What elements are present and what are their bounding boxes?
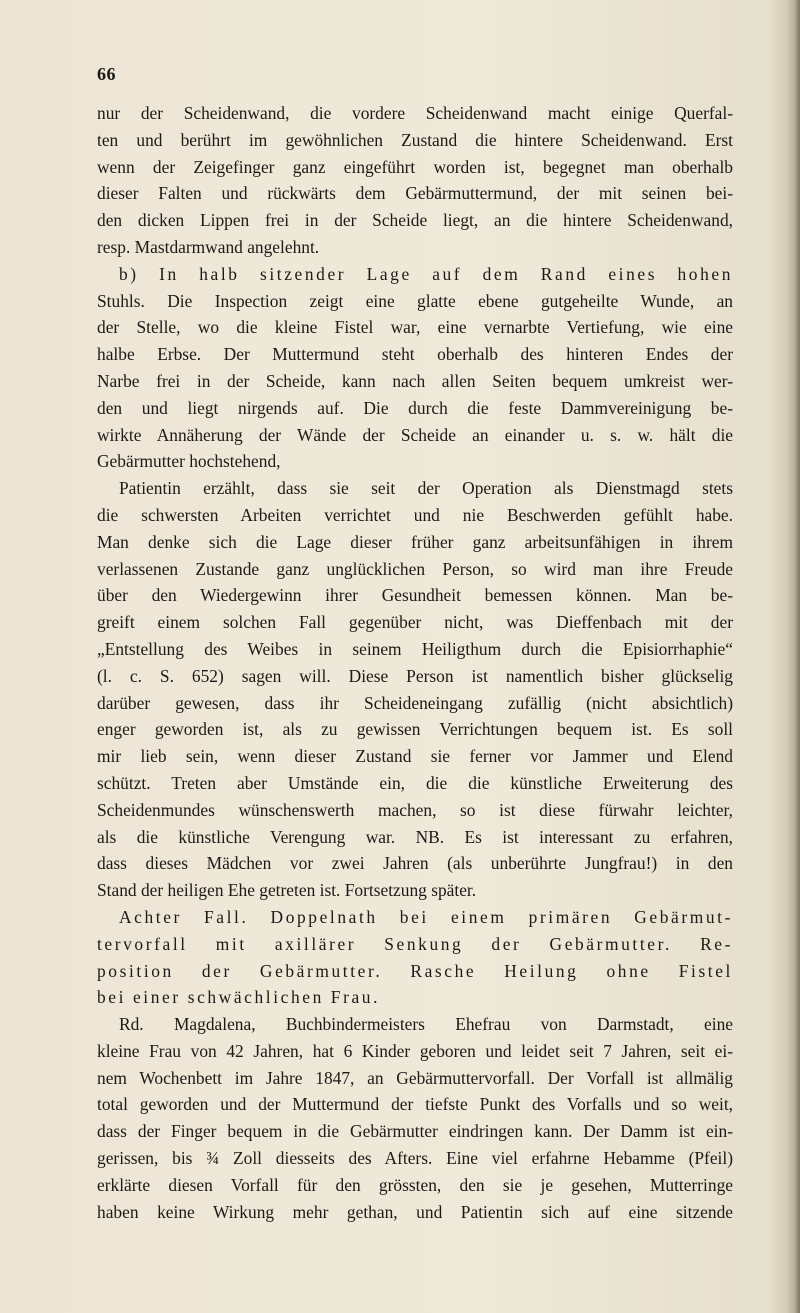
text-line: dass der Finger bequem in die Gebärmutter eindringen kann. Der Damm ist ein- xyxy=(97,1121,733,1142)
text-line: haben keine Wirkung mehr gethan, und Patientin sich auf eine sitzende xyxy=(97,1201,733,1222)
text-line: Stand der heiligen Ehe getreten ist. Fortsetzung später. xyxy=(97,880,477,901)
text-line: halbe Erbse. Der Muttermund steht oberhalb des hinteren Endes der xyxy=(97,344,733,365)
text-line: Achter Fall. Doppelnath bei einem primären Gebärmut- xyxy=(119,906,733,927)
body-text xyxy=(97,100,733,1225)
text-line: greift einem solchen Fall gegenüber nicht, was Dieffenbach mit der xyxy=(97,612,733,633)
text-line: bei einer schwächlichen Frau. xyxy=(97,987,381,1008)
text-line: nem Wochenbett im Jahre 1847, an Gebärmuttervorfall. Der Vorfall ist allmälig xyxy=(97,1067,733,1088)
text-line: darüber gewesen, dass ihr Scheideneingang zufällig (nicht absichtlich) xyxy=(97,692,733,713)
text-line: Rd. Magdalena, Buchbindermeisters Ehefrau von Darmstadt, eine xyxy=(119,1014,733,1035)
text-line: b) In halb sitzender Lage auf dem Rand eines hohen xyxy=(119,263,733,284)
text-line: (l. c. S. 652) sagen will. Diese Person ist namentlich bisher glückselig xyxy=(97,665,733,686)
text-line: mir lieb sein, wenn dieser Zustand sie ferner vor Jammer und Elend xyxy=(97,746,733,767)
text-line: verlassenen Zustande ganz unglücklichen Person, so wird man ihre Freude xyxy=(97,558,733,579)
text-line: kleine Frau von 42 Jahren, hat 6 Kinder geboren und leidet seit 7 Jahren, seit ei- xyxy=(97,1040,733,1061)
text-line: dass dieses Mädchen vor zwei Jahren (als unberührte Jungfrau!) in den xyxy=(97,853,733,874)
text-line: dieser Falten und rückwärts dem Gebärmuttermund, der mit seinen bei- xyxy=(97,183,733,204)
text-line: ten und berührt im gewöhnlichen Zustand die hintere Scheidenwand. Erst xyxy=(97,129,733,150)
text-line: „Entstellung des Weibes in seinem Heiligthum durch die Episiorrhaphie“ xyxy=(97,638,733,659)
text-line: Man denke sich die Lage dieser früher ganz arbeitsunfähigen in ihrem xyxy=(97,531,733,552)
text-line: enger geworden ist, als zu gewissen Verrichtungen bequem ist. Es soll xyxy=(97,719,733,740)
text-line: über den Wiedergewinn ihrer Gesundheit bemessen können. Man be- xyxy=(97,585,733,606)
text-line: total geworden und der Muttermund der tiefste Punkt des Vorfalls und so weit, xyxy=(97,1094,733,1115)
text-line: den und liegt nirgends auf. Die durch die feste Dammvereinigung be- xyxy=(97,397,733,418)
text-line: Patientin erzählt, dass sie seit der Operation als Dienstmagd stets xyxy=(119,478,733,499)
text-line: wenn der Zeigefinger ganz eingeführt worden ist, begegnet man oberhalb xyxy=(97,156,733,177)
text-line: der Stelle, wo die kleine Fistel war, eine vernarbte Vertiefung, wie eine xyxy=(97,317,733,338)
text-line: Narbe frei in der Scheide, kann nach allen Seiten bequem umkreist wer- xyxy=(97,370,733,391)
text-line: tervorfall mit axillärer Senkung der Gebärmutter. Re- xyxy=(97,933,733,954)
text-line: schützt. Treten aber Umstände ein, die die künstliche Erweiterung des xyxy=(97,772,733,793)
page-number: 66 xyxy=(97,64,116,84)
text-line: position der Gebärmutter. Rasche Heilung ohne Fistel xyxy=(97,960,733,981)
text-line: Stuhls. Die Inspection zeigt eine glatte ebene gutgeheilte Wunde, an xyxy=(97,290,733,311)
text-line: wirkte Annäherung der Wände der Scheide an einander u. s. w. hält die xyxy=(97,424,733,445)
text-line: den dicken Lippen frei in der Scheide liegt, an die hintere Scheidenwand, xyxy=(97,210,733,231)
page-edge-shadow xyxy=(786,0,800,1313)
text-line: als die künstliche Verengung war. NB. Es ist interessant zu erfahren, xyxy=(97,826,733,847)
text-line: die schwersten Arbeiten verrichtet und nie Beschwerden gefühlt habe. xyxy=(97,504,733,525)
text-line: gerissen, bis ¾ Zoll diesseits des Afters. Eine viel erfahrne Hebamme (Pfeil) xyxy=(97,1148,733,1169)
text-line: erklärte diesen Vorfall für den grössten, den sie je gesehen, Mutterringe xyxy=(97,1174,733,1195)
text-line: resp. Mastdarmwand angelehnt. xyxy=(97,236,320,257)
text-line: Scheidenmundes wünschenswerth machen, so ist diese fürwahr leichter, xyxy=(97,799,733,820)
text-line: Gebärmutter hochstehend, xyxy=(97,451,281,472)
text-line: nur der Scheidenwand, die vordere Scheidenwand macht einige Querfal- xyxy=(97,103,733,123)
